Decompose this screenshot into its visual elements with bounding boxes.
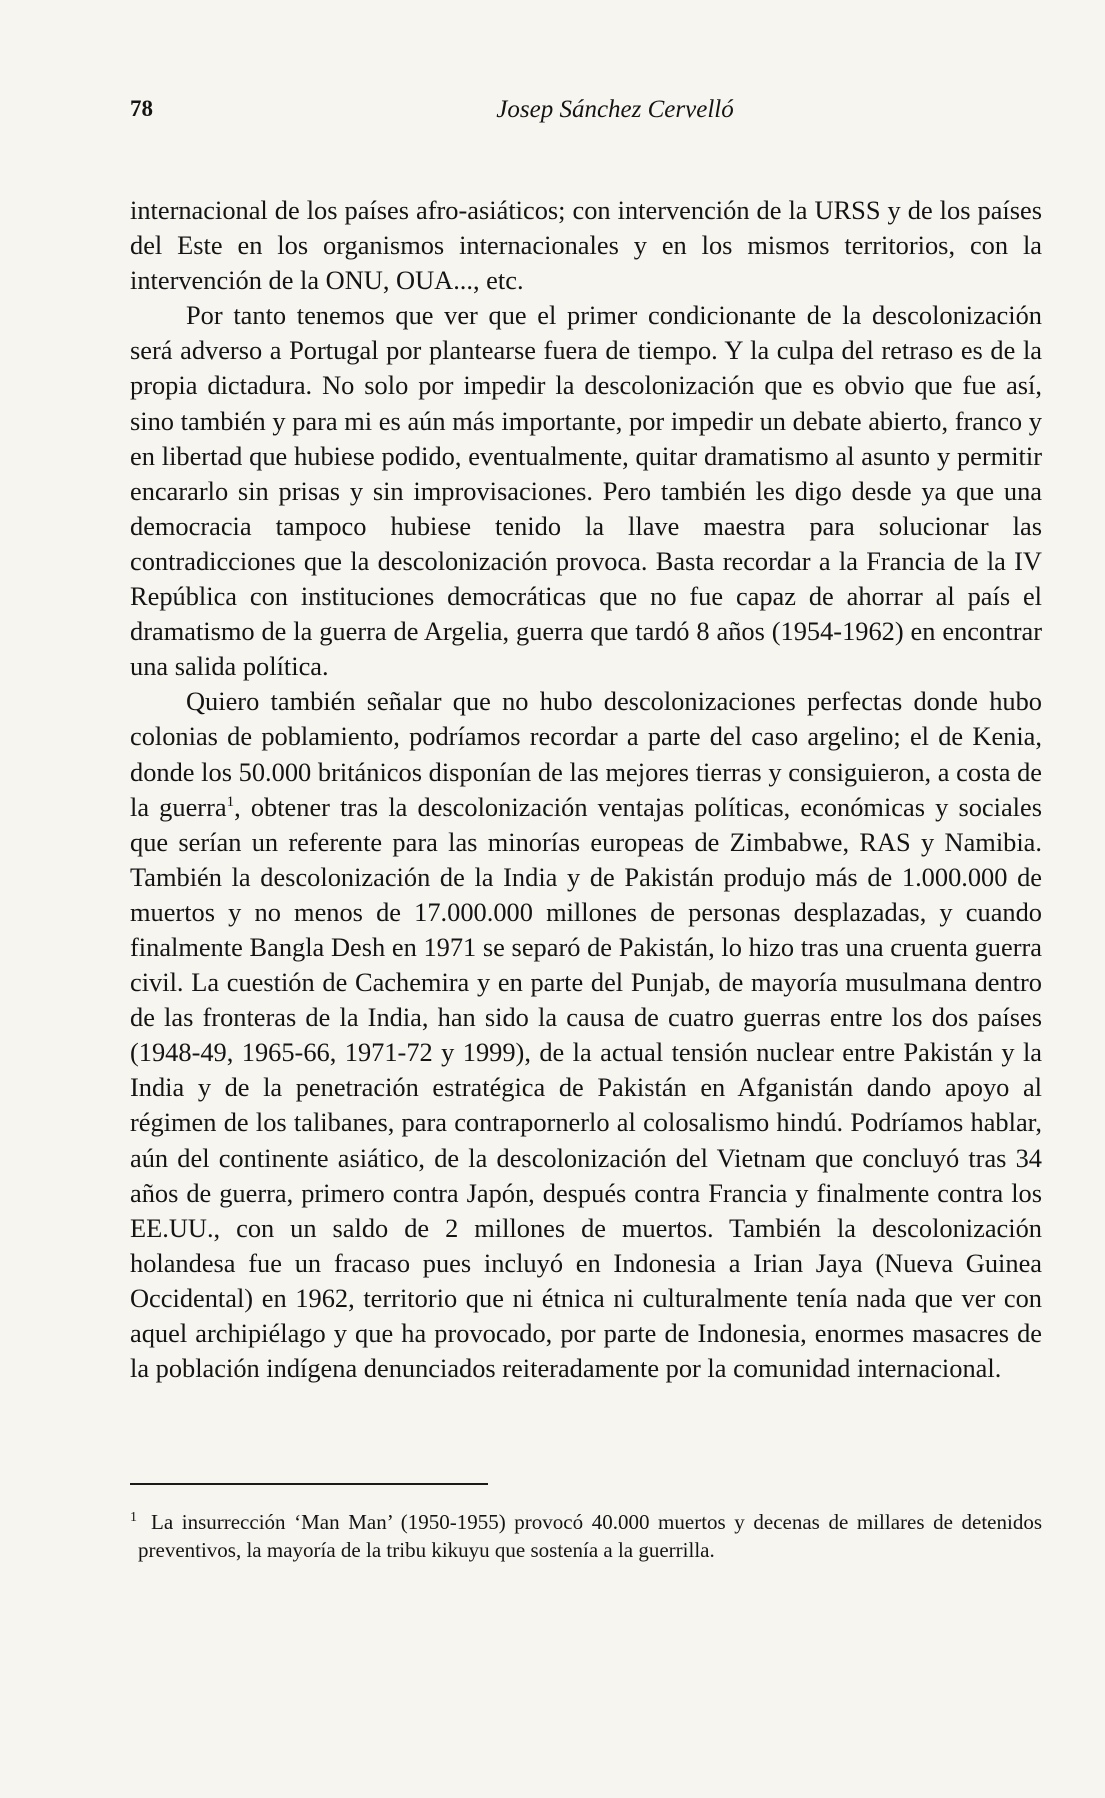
main-text: [130, 193, 1042, 1386]
page-number: 78: [130, 96, 153, 121]
footnote-divider: [130, 1483, 488, 1485]
paragraph-1: internacional de los países afro-asiáticos; con intervención de la URSS y de los países del Este en los organismos internacionales y en los mismos territorios, con la intervención de la ONU, OUA..., etc.: [130, 195, 1042, 296]
paragraph-2: Por tanto tenemos que ver que el primer condicionante de la descolonización será adverso a Portugal por plantearse fuera de tiempo. Y la culpa del retraso es de la propia dictadura. No solo por impedir la descolonización que es obvio que fue así, sino también y para mi es aún más importante, por impedir un debate abierto, franco y en libertad que hubiese podido, eventualmente, quitar dramatismo al asunto y permitir encararlo sin prisas y sin improvisaciones. Pero también les digo desde ya que una democracia tampoco hubiese tenido la llave maestra para solucionar las contradicciones que la descolonización provoca. Basta recordar a la Francia de la IV República con instituciones democráticas que no fue capaz de ahorrar al país el dramatismo de la guerra de Argelia, guerra que tardó 8 años (1954-1962) en encontrar una salida política.: [130, 300, 1042, 682]
footnote-marker: 1: [130, 1510, 137, 1525]
paragraph-3-part-a: Quiero también señalar que no hubo descolonizaciones perfectas donde hubo colonias de poblamiento, podríamos recordar a parte del caso argelino; el de Kenia, donde los 50.000 británicos disponían de las mejores tierras y consiguieron, a costa de la guerra: [130, 686, 1042, 822]
footnote-text: La insurrección ‘Man Man’ (1950-1955) provocó 40.000 muertos y decenas de millares de detenidos preventivos, la mayoría de la tribu kikuyu que sostenía a la guerrilla.: [138, 1510, 1042, 1562]
paragraph-3: [130, 684, 1042, 1386]
footnote-reference[interactable]: 1: [226, 793, 235, 810]
footnote: [130, 1508, 1042, 1564]
running-title-author: Josep Sánchez Cervelló: [496, 96, 734, 123]
paragraph-3-part-b: , obtener tras la descolonización ventajas políticas, económicas y sociales que serían un referente para las minorías europeas de Zimbabwe, RAS y Namibia. También la descolonización de la India y de Pakistán produjo más de 1.000.000 de muertos y no menos de 17.000.000 millones de personas desplazadas, y cuando finalmente Bangla Desh en 1971 se separó de Pakistán, lo hizo tras una cruenta guerra civil. La cuestión de Cachemira y en parte del Punjab, de mayoría musulmana dentro de las fronteras de la India, han sido la causa de cuatro guerras entre los dos países (1948-49, 1965-66, 1971-72 y 1999), de la actual tensión nuclear entre Pakistán y la India y de la penetración estratégica de Pakistán en Afganistán dando apoyo al régimen de los talibanes, para contrapornerlo al colosalismo hindú. Podríamos hablar, aún del continente asiático, de la descolonización del Vietnam que concluyó tras 34 años de guerra, primero contra Japón, después contra Francia y finalmente contra los EE.UU., con un saldo de 2 millones de muertos. También la descolonización holandesa fue un fracaso pues incluyó en Indonesia a Irian Jaya (Nueva Guinea Occidental) en 1962, territorio que ni étnica ni culturalmente tenía nada que ver con aquel archipiélago y que ha provocado, por parte de Indonesia, enormes masacres de la población indígena denunciados reiteradamente por la comunidad internacional.: [130, 791, 1042, 1384]
running-header: [130, 96, 1040, 136]
